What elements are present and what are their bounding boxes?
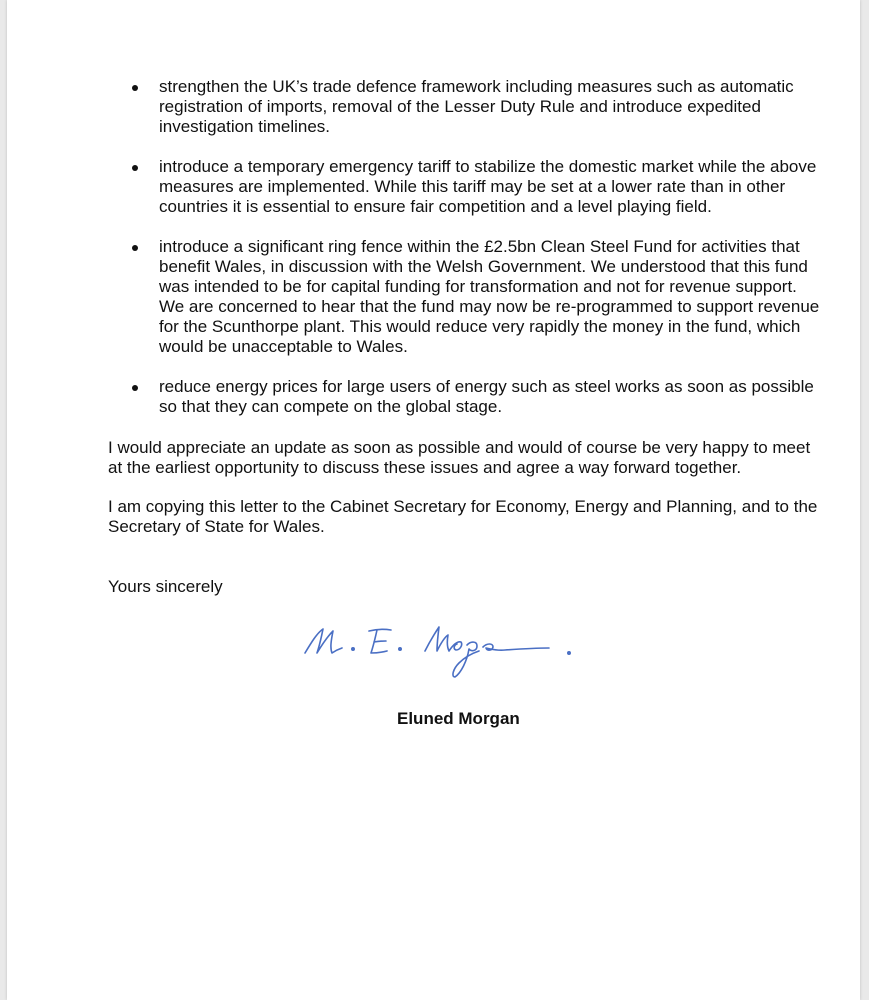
bullet-item [7, 377, 860, 417]
bullet-dot [132, 85, 138, 91]
bullet-list [7, 77, 860, 437]
closing-salutation: Yours sincerely [108, 577, 223, 596]
paragraph-copying: I am copying this letter to the Cabinet Secretary for Economy, Energy and Planning, and to the Secretary of State for Wales. [108, 497, 818, 536]
signer-name: Eluned Morgan [397, 709, 520, 728]
letter-page [7, 0, 860, 1000]
handwritten-signature [297, 615, 597, 690]
bullet-dot [132, 245, 138, 251]
bullet-dot [132, 165, 138, 171]
bullet-item [7, 237, 860, 357]
bullet-item [7, 77, 860, 137]
bullet-text: introduce a temporary emergency tariff to stabilize the domestic market while the above measures are implemented. While this tariff may be set at a lower rate than in other countries it is essential to ensure fair competition and a level playing field. [159, 157, 817, 216]
bullet-text: reduce energy prices for large users of energy such as steel works as soon as possible so that they can compete on the global stage. [159, 377, 814, 416]
bullet-text: introduce a significant ring fence within the £2.5bn Clean Steel Fund for activities that benefit Wales, in discussion with the Welsh Government. We understood that this fund was intended to be for capital funding for transformation and not for revenue support. We are concerned to hear that the fund may now be re-programmed to support revenue for the Scunthorpe plant. This would reduce very rapidly the money in the fund, which would be unacceptable to Wales. [159, 237, 820, 356]
bullet-dot [132, 385, 138, 391]
paragraph-update: I would appreciate an update as soon as possible and would of course be very happy to meet at the earliest opportunity to discuss these issues and agree a way forward together. [108, 438, 811, 477]
bullet-item [7, 157, 860, 217]
bullet-text: strengthen the UK’s trade defence framework including measures such as automatic registration of imports, removal of the Lesser Duty Rule and introduce expedited investigation timelines. [159, 77, 794, 136]
